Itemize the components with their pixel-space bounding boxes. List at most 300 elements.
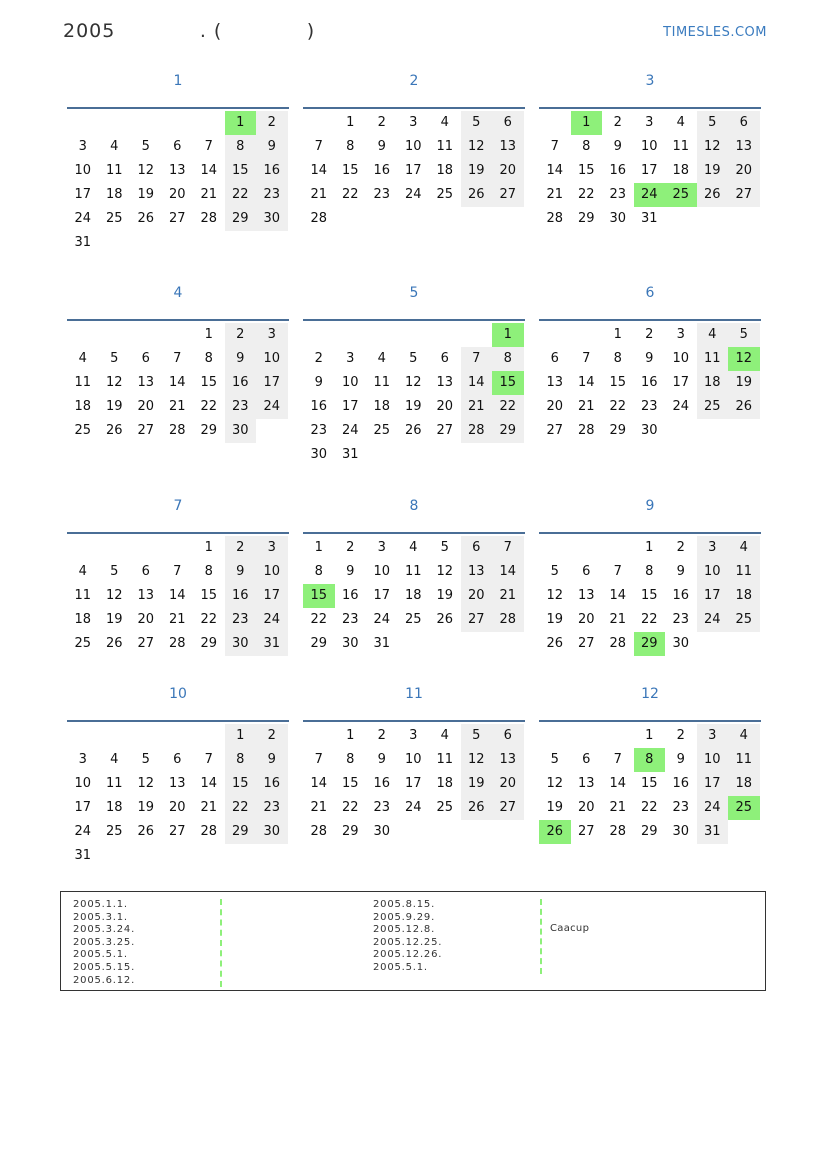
day-cell[interactable]: 6 bbox=[440, 351, 449, 366]
day-cell[interactable]: 23 bbox=[310, 423, 328, 438]
day-cell[interactable]: 26 bbox=[461, 183, 493, 207]
day-cell[interactable]: 7 bbox=[613, 752, 622, 767]
day-cell[interactable]: 17 bbox=[256, 584, 288, 608]
day-cell[interactable]: 17 bbox=[404, 776, 422, 791]
day-cell[interactable]: 12 bbox=[546, 588, 564, 603]
day-cell[interactable]: 3 bbox=[346, 351, 355, 366]
day-cell[interactable]: 10 bbox=[256, 347, 288, 371]
day-cell[interactable]: 6 bbox=[582, 752, 591, 767]
day-cell[interactable]: 18 bbox=[672, 163, 690, 178]
day-cell[interactable]: 28 bbox=[609, 636, 627, 651]
day-cell[interactable]: 23 bbox=[225, 395, 257, 419]
day-cell[interactable]: 8 bbox=[225, 748, 257, 772]
day-cell[interactable]: 1 bbox=[314, 540, 323, 555]
day-cell[interactable]: 23 bbox=[672, 612, 690, 627]
day-cell[interactable]: 13 bbox=[436, 375, 454, 390]
day-cell[interactable]: 13 bbox=[728, 135, 760, 159]
day-cell[interactable]: 14 bbox=[546, 163, 564, 178]
day-cell[interactable]: 5 bbox=[110, 564, 119, 579]
holiday-day-cell[interactable]: 26 bbox=[539, 820, 571, 844]
day-cell[interactable]: 3 bbox=[78, 752, 87, 767]
day-cell[interactable]: 22 bbox=[225, 796, 257, 820]
day-cell[interactable]: 16 bbox=[640, 375, 658, 390]
day-cell[interactable]: 12 bbox=[461, 135, 493, 159]
day-cell[interactable]: 2 bbox=[225, 536, 257, 560]
day-cell[interactable]: 20 bbox=[461, 584, 493, 608]
day-cell[interactable]: 17 bbox=[697, 772, 729, 796]
day-cell[interactable]: 26 bbox=[461, 796, 493, 820]
day-cell[interactable]: 10 bbox=[697, 560, 729, 584]
day-cell[interactable]: 27 bbox=[492, 796, 524, 820]
day-cell[interactable]: 16 bbox=[256, 159, 288, 183]
day-cell[interactable]: 25 bbox=[728, 608, 760, 632]
day-cell[interactable]: 16 bbox=[373, 163, 391, 178]
day-cell[interactable]: 1 bbox=[613, 327, 622, 342]
day-cell[interactable]: 3 bbox=[256, 536, 288, 560]
day-cell[interactable]: 7 bbox=[461, 347, 493, 371]
day-cell[interactable]: 30 bbox=[310, 447, 328, 462]
day-cell[interactable]: 11 bbox=[436, 139, 454, 154]
day-cell[interactable]: 28 bbox=[168, 423, 186, 438]
day-cell[interactable]: 15 bbox=[200, 375, 218, 390]
day-cell[interactable]: 8 bbox=[613, 351, 622, 366]
day-cell[interactable]: 6 bbox=[141, 351, 150, 366]
day-cell[interactable]: 15 bbox=[577, 163, 595, 178]
day-cell[interactable]: 8 bbox=[314, 564, 323, 579]
day-cell[interactable]: 26 bbox=[404, 423, 422, 438]
day-cell[interactable]: 17 bbox=[74, 800, 92, 815]
day-cell[interactable]: 2 bbox=[346, 540, 355, 555]
day-cell[interactable]: 20 bbox=[728, 159, 760, 183]
day-cell[interactable]: 29 bbox=[200, 636, 218, 651]
day-cell[interactable]: 18 bbox=[74, 399, 92, 414]
day-cell[interactable]: 5 bbox=[141, 752, 150, 767]
day-cell[interactable]: 11 bbox=[74, 375, 92, 390]
day-cell[interactable]: 5 bbox=[141, 139, 150, 154]
day-cell[interactable]: 24 bbox=[256, 395, 288, 419]
day-cell[interactable]: 11 bbox=[105, 776, 123, 791]
day-cell[interactable]: 6 bbox=[550, 351, 559, 366]
day-cell[interactable]: 3 bbox=[256, 323, 288, 347]
day-cell[interactable]: 9 bbox=[613, 139, 622, 154]
day-cell[interactable]: 14 bbox=[492, 560, 524, 584]
day-cell[interactable]: 22 bbox=[200, 612, 218, 627]
day-cell[interactable]: 31 bbox=[697, 820, 729, 844]
day-cell[interactable]: 16 bbox=[672, 776, 690, 791]
day-cell[interactable]: 17 bbox=[256, 371, 288, 395]
day-cell[interactable]: 23 bbox=[672, 800, 690, 815]
day-cell[interactable]: 17 bbox=[672, 375, 690, 390]
day-cell[interactable]: 10 bbox=[404, 139, 422, 154]
day-cell[interactable]: 4 bbox=[728, 724, 760, 748]
day-cell[interactable]: 26 bbox=[137, 824, 155, 839]
day-cell[interactable]: 3 bbox=[676, 327, 685, 342]
day-cell[interactable]: 23 bbox=[341, 612, 359, 627]
day-cell[interactable]: 5 bbox=[550, 752, 559, 767]
day-cell[interactable]: 26 bbox=[105, 636, 123, 651]
day-cell[interactable]: 19 bbox=[461, 772, 493, 796]
day-cell[interactable]: 17 bbox=[640, 163, 658, 178]
day-cell[interactable]: 6 bbox=[173, 752, 182, 767]
day-cell[interactable]: 1 bbox=[645, 728, 654, 743]
day-cell[interactable]: 27 bbox=[137, 636, 155, 651]
day-cell[interactable]: 23 bbox=[256, 183, 288, 207]
day-cell[interactable]: 7 bbox=[204, 752, 213, 767]
day-cell[interactable]: 23 bbox=[373, 800, 391, 815]
holiday-day-cell[interactable]: 29 bbox=[634, 632, 666, 656]
day-cell[interactable]: 29 bbox=[577, 211, 595, 226]
day-cell[interactable]: 28 bbox=[200, 211, 218, 226]
day-cell[interactable]: 14 bbox=[168, 588, 186, 603]
day-cell[interactable]: 24 bbox=[74, 211, 92, 226]
day-cell[interactable]: 29 bbox=[200, 423, 218, 438]
day-cell[interactable]: 19 bbox=[546, 612, 564, 627]
day-cell[interactable]: 2 bbox=[676, 540, 685, 555]
day-cell[interactable]: 25 bbox=[373, 423, 391, 438]
day-cell[interactable]: 20 bbox=[577, 800, 595, 815]
day-cell[interactable]: 2 bbox=[256, 724, 288, 748]
day-cell[interactable]: 5 bbox=[409, 351, 418, 366]
day-cell[interactable]: 15 bbox=[640, 776, 658, 791]
day-cell[interactable]: 13 bbox=[577, 588, 595, 603]
day-cell[interactable]: 10 bbox=[404, 752, 422, 767]
day-cell[interactable]: 1 bbox=[346, 728, 355, 743]
day-cell[interactable]: 12 bbox=[436, 564, 454, 579]
day-cell[interactable]: 19 bbox=[105, 399, 123, 414]
day-cell[interactable]: 7 bbox=[613, 564, 622, 579]
day-cell[interactable]: 7 bbox=[173, 351, 182, 366]
day-cell[interactable]: 14 bbox=[577, 375, 595, 390]
day-cell[interactable]: 11 bbox=[373, 375, 391, 390]
day-cell[interactable]: 9 bbox=[676, 752, 685, 767]
day-cell[interactable]: 3 bbox=[645, 115, 654, 130]
day-cell[interactable]: 4 bbox=[440, 728, 449, 743]
day-cell[interactable]: 3 bbox=[697, 724, 729, 748]
day-cell[interactable]: 27 bbox=[461, 608, 493, 632]
day-cell[interactable]: 4 bbox=[78, 564, 87, 579]
day-cell[interactable]: 11 bbox=[728, 748, 760, 772]
day-cell[interactable]: 30 bbox=[256, 820, 288, 844]
day-cell[interactable]: 13 bbox=[168, 776, 186, 791]
day-cell[interactable]: 12 bbox=[697, 135, 729, 159]
day-cell[interactable]: 8 bbox=[582, 139, 591, 154]
day-cell[interactable]: 20 bbox=[137, 399, 155, 414]
day-cell[interactable]: 11 bbox=[436, 752, 454, 767]
day-cell[interactable]: 24 bbox=[341, 423, 359, 438]
day-cell[interactable]: 20 bbox=[137, 612, 155, 627]
day-cell[interactable]: 5 bbox=[110, 351, 119, 366]
day-cell[interactable]: 11 bbox=[404, 564, 422, 579]
day-cell[interactable]: 20 bbox=[546, 399, 564, 414]
day-cell[interactable]: 31 bbox=[640, 211, 658, 226]
day-cell[interactable]: 18 bbox=[697, 371, 729, 395]
day-cell[interactable]: 2 bbox=[613, 115, 622, 130]
brand-logo[interactable]: TIMESLES.COM bbox=[663, 25, 767, 40]
day-cell[interactable]: 20 bbox=[492, 772, 524, 796]
day-cell[interactable]: 28 bbox=[492, 608, 524, 632]
day-cell[interactable]: 2 bbox=[314, 351, 323, 366]
day-cell[interactable]: 29 bbox=[640, 824, 658, 839]
day-cell[interactable]: 21 bbox=[609, 800, 627, 815]
day-cell[interactable]: 2 bbox=[377, 728, 386, 743]
day-cell[interactable]: 23 bbox=[609, 187, 627, 202]
day-cell[interactable]: 31 bbox=[373, 636, 391, 651]
day-cell[interactable]: 16 bbox=[341, 588, 359, 603]
day-cell[interactable]: 17 bbox=[404, 163, 422, 178]
day-cell[interactable]: 16 bbox=[672, 588, 690, 603]
day-cell[interactable]: 25 bbox=[697, 395, 729, 419]
day-cell[interactable]: 8 bbox=[346, 139, 355, 154]
day-cell[interactable]: 22 bbox=[225, 183, 257, 207]
day-cell[interactable]: 28 bbox=[200, 824, 218, 839]
day-cell[interactable]: 29 bbox=[225, 207, 257, 231]
day-cell[interactable]: 14 bbox=[609, 588, 627, 603]
day-cell[interactable]: 16 bbox=[310, 399, 328, 414]
day-cell[interactable]: 16 bbox=[225, 584, 257, 608]
day-cell[interactable]: 23 bbox=[225, 608, 257, 632]
day-cell[interactable]: 25 bbox=[436, 187, 454, 202]
day-cell[interactable]: 22 bbox=[310, 612, 328, 627]
day-cell[interactable]: 5 bbox=[461, 111, 493, 135]
day-cell[interactable]: 29 bbox=[609, 423, 627, 438]
day-cell[interactable]: 19 bbox=[137, 800, 155, 815]
day-cell[interactable]: 5 bbox=[550, 564, 559, 579]
day-cell[interactable]: 24 bbox=[697, 608, 729, 632]
day-cell[interactable]: 27 bbox=[436, 423, 454, 438]
day-cell[interactable]: 28 bbox=[310, 824, 328, 839]
day-cell[interactable]: 11 bbox=[105, 163, 123, 178]
day-cell[interactable]: 25 bbox=[74, 636, 92, 651]
day-cell[interactable]: 14 bbox=[609, 776, 627, 791]
day-cell[interactable]: 21 bbox=[168, 612, 186, 627]
day-cell[interactable]: 8 bbox=[492, 347, 524, 371]
day-cell[interactable]: 11 bbox=[672, 139, 690, 154]
day-cell[interactable]: 13 bbox=[461, 560, 493, 584]
day-cell[interactable]: 18 bbox=[373, 399, 391, 414]
day-cell[interactable]: 22 bbox=[341, 187, 359, 202]
day-cell[interactable]: 18 bbox=[436, 163, 454, 178]
day-cell[interactable]: 12 bbox=[105, 375, 123, 390]
day-cell[interactable]: 21 bbox=[492, 584, 524, 608]
day-cell[interactable]: 26 bbox=[105, 423, 123, 438]
day-cell[interactable]: 3 bbox=[78, 139, 87, 154]
day-cell[interactable]: 13 bbox=[492, 748, 524, 772]
day-cell[interactable]: 15 bbox=[225, 159, 257, 183]
day-cell[interactable]: 1 bbox=[346, 115, 355, 130]
day-cell[interactable]: 30 bbox=[672, 636, 690, 651]
day-cell[interactable]: 27 bbox=[168, 824, 186, 839]
day-cell[interactable]: 18 bbox=[105, 800, 123, 815]
day-cell[interactable]: 17 bbox=[74, 187, 92, 202]
day-cell[interactable]: 9 bbox=[256, 748, 288, 772]
day-cell[interactable]: 27 bbox=[728, 183, 760, 207]
day-cell[interactable]: 26 bbox=[546, 636, 564, 651]
day-cell[interactable]: 30 bbox=[225, 632, 257, 656]
day-cell[interactable]: 12 bbox=[137, 776, 155, 791]
day-cell[interactable]: 17 bbox=[373, 588, 391, 603]
day-cell[interactable]: 11 bbox=[728, 560, 760, 584]
holiday-day-cell[interactable]: 25 bbox=[728, 796, 760, 820]
day-cell[interactable]: 12 bbox=[105, 588, 123, 603]
day-cell[interactable]: 27 bbox=[577, 636, 595, 651]
day-cell[interactable]: 8 bbox=[225, 135, 257, 159]
day-cell[interactable]: 24 bbox=[74, 824, 92, 839]
day-cell[interactable]: 30 bbox=[341, 636, 359, 651]
day-cell[interactable]: 8 bbox=[645, 564, 654, 579]
day-cell[interactable]: 29 bbox=[310, 636, 328, 651]
day-cell[interactable]: 27 bbox=[137, 423, 155, 438]
day-cell[interactable]: 23 bbox=[640, 399, 658, 414]
holiday-day-cell[interactable]: 15 bbox=[492, 371, 524, 395]
day-cell[interactable]: 18 bbox=[728, 584, 760, 608]
day-cell[interactable]: 1 bbox=[645, 540, 654, 555]
day-cell[interactable]: 6 bbox=[492, 724, 524, 748]
day-cell[interactable]: 1 bbox=[204, 327, 213, 342]
day-cell[interactable]: 5 bbox=[440, 540, 449, 555]
day-cell[interactable]: 13 bbox=[546, 375, 564, 390]
day-cell[interactable]: 13 bbox=[577, 776, 595, 791]
day-cell[interactable]: 2 bbox=[256, 111, 288, 135]
holiday-day-cell[interactable]: 1 bbox=[571, 111, 603, 135]
day-cell[interactable]: 10 bbox=[341, 375, 359, 390]
day-cell[interactable]: 8 bbox=[204, 351, 213, 366]
day-cell[interactable]: 30 bbox=[256, 207, 288, 231]
day-cell[interactable]: 4 bbox=[110, 752, 119, 767]
day-cell[interactable]: 6 bbox=[461, 536, 493, 560]
day-cell[interactable]: 26 bbox=[137, 211, 155, 226]
day-cell[interactable]: 31 bbox=[74, 848, 92, 863]
day-cell[interactable]: 6 bbox=[582, 564, 591, 579]
day-cell[interactable]: 21 bbox=[200, 187, 218, 202]
day-cell[interactable]: 2 bbox=[645, 327, 654, 342]
holiday-day-cell[interactable]: 1 bbox=[492, 323, 524, 347]
day-cell[interactable]: 19 bbox=[436, 588, 454, 603]
day-cell[interactable]: 9 bbox=[645, 351, 654, 366]
day-cell[interactable]: 24 bbox=[256, 608, 288, 632]
day-cell[interactable]: 19 bbox=[546, 800, 564, 815]
day-cell[interactable]: 10 bbox=[697, 748, 729, 772]
day-cell[interactable]: 28 bbox=[546, 211, 564, 226]
day-cell[interactable]: 12 bbox=[546, 776, 564, 791]
day-cell[interactable]: 25 bbox=[436, 800, 454, 815]
day-cell[interactable]: 9 bbox=[256, 135, 288, 159]
day-cell[interactable]: 19 bbox=[697, 159, 729, 183]
day-cell[interactable]: 16 bbox=[373, 776, 391, 791]
holiday-day-cell[interactable]: 25 bbox=[665, 183, 697, 207]
day-cell[interactable]: 5 bbox=[461, 724, 493, 748]
day-cell[interactable]: 14 bbox=[310, 163, 328, 178]
day-cell[interactable]: 31 bbox=[74, 235, 92, 250]
day-cell[interactable]: 7 bbox=[173, 564, 182, 579]
day-cell[interactable]: 15 bbox=[225, 772, 257, 796]
day-cell[interactable]: 29 bbox=[492, 419, 524, 443]
day-cell[interactable]: 27 bbox=[546, 423, 564, 438]
day-cell[interactable]: 10 bbox=[373, 564, 391, 579]
day-cell[interactable]: 17 bbox=[697, 584, 729, 608]
day-cell[interactable]: 10 bbox=[256, 560, 288, 584]
day-cell[interactable]: 30 bbox=[373, 824, 391, 839]
day-cell[interactable]: 22 bbox=[577, 187, 595, 202]
day-cell[interactable]: 24 bbox=[404, 187, 422, 202]
day-cell[interactable]: 22 bbox=[640, 800, 658, 815]
day-cell[interactable]: 25 bbox=[404, 612, 422, 627]
holiday-day-cell[interactable]: 8 bbox=[634, 748, 666, 772]
day-cell[interactable]: 4 bbox=[110, 139, 119, 154]
day-cell[interactable]: 28 bbox=[168, 636, 186, 651]
day-cell[interactable]: 2 bbox=[676, 728, 685, 743]
day-cell[interactable]: 6 bbox=[141, 564, 150, 579]
day-cell[interactable]: 9 bbox=[676, 564, 685, 579]
day-cell[interactable]: 21 bbox=[546, 187, 564, 202]
day-cell[interactable]: 17 bbox=[341, 399, 359, 414]
day-cell[interactable]: 3 bbox=[377, 540, 386, 555]
day-cell[interactable]: 20 bbox=[168, 187, 186, 202]
day-cell[interactable]: 27 bbox=[492, 183, 524, 207]
day-cell[interactable]: 20 bbox=[577, 612, 595, 627]
day-cell[interactable]: 24 bbox=[404, 800, 422, 815]
holiday-day-cell[interactable]: 12 bbox=[728, 347, 760, 371]
day-cell[interactable]: 21 bbox=[461, 395, 493, 419]
day-cell[interactable]: 14 bbox=[200, 163, 218, 178]
day-cell[interactable]: 25 bbox=[74, 423, 92, 438]
day-cell[interactable]: 21 bbox=[168, 399, 186, 414]
day-cell[interactable]: 7 bbox=[204, 139, 213, 154]
day-cell[interactable]: 7 bbox=[550, 139, 559, 154]
day-cell[interactable]: 26 bbox=[436, 612, 454, 627]
day-cell[interactable]: 15 bbox=[200, 588, 218, 603]
day-cell[interactable]: 22 bbox=[640, 612, 658, 627]
day-cell[interactable]: 4 bbox=[697, 323, 729, 347]
day-cell[interactable]: 31 bbox=[256, 632, 288, 656]
day-cell[interactable]: 15 bbox=[609, 375, 627, 390]
day-cell[interactable]: 15 bbox=[341, 163, 359, 178]
holiday-day-cell[interactable]: 1 bbox=[225, 111, 257, 135]
day-cell[interactable]: 15 bbox=[640, 588, 658, 603]
day-cell[interactable]: 14 bbox=[461, 371, 493, 395]
day-cell[interactable]: 19 bbox=[105, 612, 123, 627]
day-cell[interactable]: 27 bbox=[577, 824, 595, 839]
day-cell[interactable]: 2 bbox=[377, 115, 386, 130]
day-cell[interactable]: 3 bbox=[697, 536, 729, 560]
day-cell[interactable]: 25 bbox=[105, 824, 123, 839]
day-cell[interactable]: 21 bbox=[310, 800, 328, 815]
holiday-day-cell[interactable]: 15 bbox=[303, 584, 335, 608]
day-cell[interactable]: 16 bbox=[225, 371, 257, 395]
day-cell[interactable]: 24 bbox=[697, 796, 729, 820]
day-cell[interactable]: 10 bbox=[74, 163, 92, 178]
day-cell[interactable]: 16 bbox=[256, 772, 288, 796]
day-cell[interactable]: 6 bbox=[492, 111, 524, 135]
day-cell[interactable]: 24 bbox=[373, 612, 391, 627]
day-cell[interactable]: 12 bbox=[404, 375, 422, 390]
day-cell[interactable]: 20 bbox=[168, 800, 186, 815]
day-cell[interactable]: 13 bbox=[168, 163, 186, 178]
day-cell[interactable]: 21 bbox=[609, 612, 627, 627]
day-cell[interactable]: 7 bbox=[314, 752, 323, 767]
day-cell[interactable]: 18 bbox=[404, 588, 422, 603]
day-cell[interactable]: 30 bbox=[609, 211, 627, 226]
day-cell[interactable]: 10 bbox=[74, 776, 92, 791]
day-cell[interactable]: 22 bbox=[341, 800, 359, 815]
day-cell[interactable]: 7 bbox=[492, 536, 524, 560]
day-cell[interactable]: 7 bbox=[314, 139, 323, 154]
holiday-day-cell[interactable]: 24 bbox=[634, 183, 666, 207]
day-cell[interactable]: 14 bbox=[168, 375, 186, 390]
day-cell[interactable]: 8 bbox=[346, 752, 355, 767]
day-cell[interactable]: 2 bbox=[225, 323, 257, 347]
day-cell[interactable]: 21 bbox=[577, 399, 595, 414]
day-cell[interactable]: 9 bbox=[314, 375, 323, 390]
